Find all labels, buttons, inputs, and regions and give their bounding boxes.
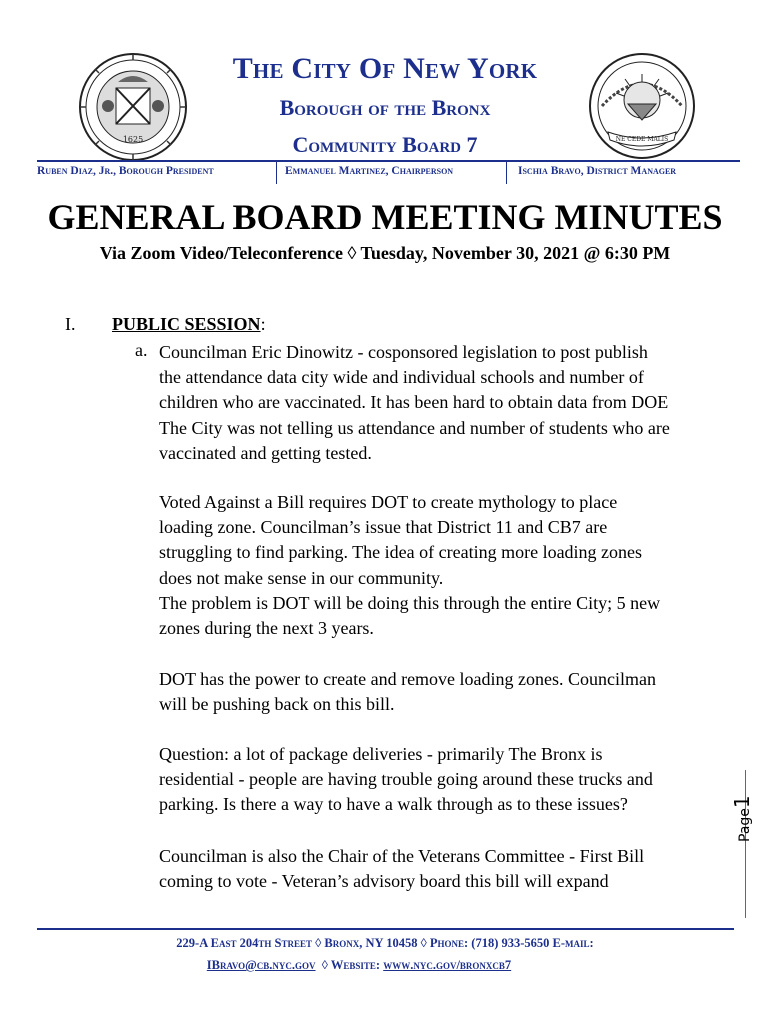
- paragraph-line: vaccinated and getting tested.: [159, 442, 372, 463]
- paragraph: [159, 340, 739, 466]
- paragraph-line: Voted Against a Bill requires DOT to create mythology to place: [159, 492, 618, 512]
- header-rule: [37, 160, 740, 162]
- paragraph: [159, 667, 739, 717]
- paragraph-line: the attendance data city wide and individual schools and number of: [159, 367, 644, 388]
- paragraph-line: The City was not telling us attendance and number of students who are: [159, 417, 670, 438]
- footer-rule: [37, 928, 734, 930]
- page-word: Page: [737, 808, 753, 842]
- website-link[interactable]: www.nyc.gov/bronxcb7: [383, 958, 512, 972]
- paragraph-line: coming to vote - Veteran’s advisory board this bill will expand: [159, 871, 609, 892]
- paragraph-line: Question: a lot of package deliveries - primarily The Bronx is: [159, 744, 603, 764]
- page-number: [730, 762, 760, 842]
- seal-motto: NE CEDE MALIS: [615, 136, 669, 143]
- paragraph-line: loading zone. Councilman’s issue that District 11 and CB7 are: [159, 517, 608, 538]
- paragraph-line: Councilman is also the Chair of the Veterans Committee - First Bill: [159, 846, 645, 866]
- footer-address: 229-A East 204th Street ◊ Bronx, NY 10458 ◊ Phone: (718) 933-5650 E-mail:: [176, 936, 594, 950]
- paragraph: [159, 844, 739, 894]
- paragraph-line: children who are vaccinated. It has been hard to obtain data from DOE: [159, 392, 669, 413]
- paragraph-line: Councilman Eric Dinowitz - cosponsored legislation to post publish: [159, 342, 648, 362]
- paragraph-line: will be pushing back on this bill.: [159, 694, 395, 715]
- seal-year: 1625: [122, 135, 144, 144]
- paragraph-line: does not make sense in our community.: [159, 567, 444, 588]
- page-number-value: 1: [730, 795, 754, 809]
- paragraph: [159, 490, 739, 641]
- item-marker: a.: [135, 340, 148, 360]
- section-heading-suffix: :: [260, 314, 266, 334]
- official-district-manager: Ischia Bravo, District Manager: [518, 165, 677, 177]
- paragraph-line: DOT has the power to create and remove loading zones. Councilman: [159, 669, 657, 689]
- paragraph-line: struggling to find parking. The idea of creating more loading zones: [159, 542, 643, 563]
- section-heading-text: PUBLIC SESSION: [112, 314, 261, 334]
- city-title: The City Of New York: [232, 52, 538, 85]
- paragraph-line: zones during the next 3 years.: [159, 618, 374, 639]
- email-link[interactable]: IBravo@cb.nyc.gov: [206, 958, 316, 972]
- footer-contact: [0, 958, 769, 973]
- borough-title: Borough of the Bronx: [279, 95, 491, 120]
- header-divider: [506, 162, 507, 184]
- board-title: Community Board 7: [292, 132, 478, 157]
- document-title: GENERAL BOARD MEETING MINUTES: [47, 197, 723, 237]
- official-chairperson: Emmanuel Martinez, Chairperson: [285, 165, 454, 177]
- section-heading: [112, 314, 266, 335]
- header-divider: [276, 162, 277, 184]
- paragraph: [159, 742, 739, 818]
- footer-separator: ◊: [321, 958, 328, 972]
- section-number: I.: [65, 314, 76, 334]
- paragraph-line: parking. Is there a way to have a walk through as to these issues?: [159, 794, 628, 815]
- official-borough-president: Ruben Diaz, Jr., Borough President: [37, 165, 214, 177]
- website-label: Website:: [330, 958, 381, 972]
- paragraph-line: residential - people are having trouble going around these trucks and: [159, 769, 653, 790]
- document-subtitle: Via Zoom Video/Teleconference ◊ Tuesday, November 30, 2021 @ 6:30 PM: [99, 243, 671, 263]
- paragraph-line: The problem is DOT will be doing this through the entire City; 5 new: [159, 592, 661, 613]
